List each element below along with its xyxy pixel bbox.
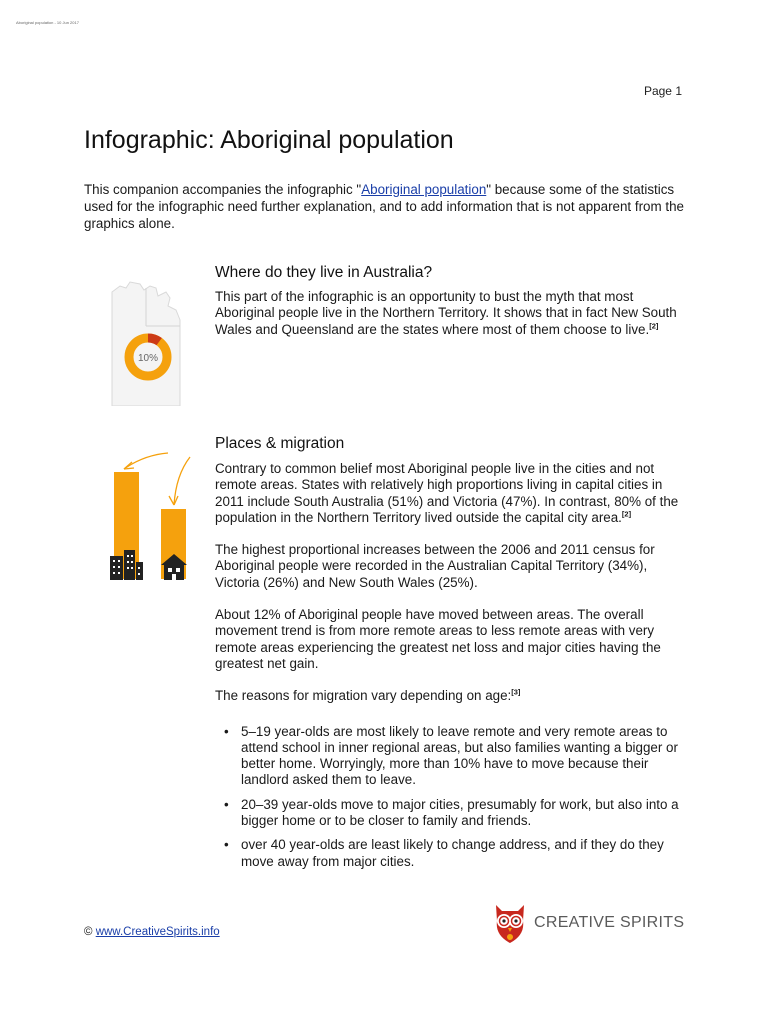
donut-chart bbox=[120, 332, 176, 382]
donut-slice-red bbox=[148, 338, 159, 342]
migration-paragraph-1: Contrary to common belief most Aboriginal people live in the cities and not remote areas. States with relatively high proportions living in capital cities in 2011 include South Australia (51%) and Victoria (47%). In contrast, 80% of the population in the Northern Territory lived outside the capital city area.[2] bbox=[215, 461, 679, 525]
list-item: • over 40 year-olds are least likely to change address, and if they do they move away from major cities. bbox=[241, 837, 685, 870]
migration-paragraph-4: The reasons for migration vary depending on age:[3] bbox=[215, 687, 521, 704]
australia-map-icon bbox=[110, 280, 182, 406]
migration-paragraph-2: The highest proportional increases between the 2006 and 2011 census for Aboriginal people were recorded in the Australian Capital Territory (34%), Victoria (26%) and New South Wales (25%). bbox=[215, 542, 655, 590]
section-heading-where: Where do they live in Australia? bbox=[215, 264, 433, 281]
owl-icon bbox=[490, 897, 530, 949]
intro-paragraph bbox=[84, 181, 684, 232]
creative-spirits-logo bbox=[490, 897, 685, 949]
logo-text: CREATIVE SPIRITS bbox=[534, 914, 685, 931]
intro-text-before: This companion accompanies the infographic " bbox=[84, 182, 362, 197]
footnote-ref: [3] bbox=[511, 687, 521, 697]
copyright-symbol: © bbox=[84, 926, 93, 938]
where-paragraph: This part of the infographic is an opportunity to bust the myth that most Aboriginal people live in the Northern Territory. It shows that in fact New South Wales and Queensland are the states where most of them choose to live.[2] bbox=[215, 289, 677, 337]
city-building-icon bbox=[108, 548, 144, 580]
intro-text-after: " because some of the statistics used for the infographic need further explanation, and to add information that is not apparent from the graphics alone. bbox=[84, 182, 684, 231]
print-stamp: Aboriginal population - 10 Jun 2017 bbox=[16, 20, 79, 25]
page-title: Infographic: Aboriginal population bbox=[84, 126, 454, 154]
migration-paragraph-3: About 12% of Aboriginal people have moved between areas. The overall movement trend is from more remote areas to less remote areas with very remote areas experiencing the greatest net loss and major cities having the greatest net gain. bbox=[215, 607, 661, 671]
list-item: • 5–19 year-olds are most likely to leave remote and very remote areas to attend school in inner regional areas, but also families wanting a bigger or better home. Worryingly, more than 10% have to move because their landlord asked them to leave. bbox=[241, 724, 685, 789]
footer bbox=[84, 926, 220, 938]
donut-label: 10% bbox=[137, 353, 159, 364]
list-item: • 20–39 year-olds move to major cities, presumably for work, but also into a bigger home or to be closer to family and friends. bbox=[241, 797, 685, 830]
reasons-list bbox=[215, 724, 685, 870]
footnote-ref: [2] bbox=[649, 321, 659, 331]
section-where-live bbox=[215, 264, 685, 354]
section-migration bbox=[215, 435, 685, 878]
section-heading-migration: Places & migration bbox=[215, 435, 345, 452]
site-link[interactable]: www.CreativeSpirits.info bbox=[95, 926, 220, 938]
house-icon bbox=[160, 552, 188, 580]
footnote-ref: [2] bbox=[621, 509, 632, 519]
page-number: Page 1 bbox=[643, 84, 682, 98]
infographic-link[interactable]: Aboriginal population bbox=[361, 182, 487, 197]
